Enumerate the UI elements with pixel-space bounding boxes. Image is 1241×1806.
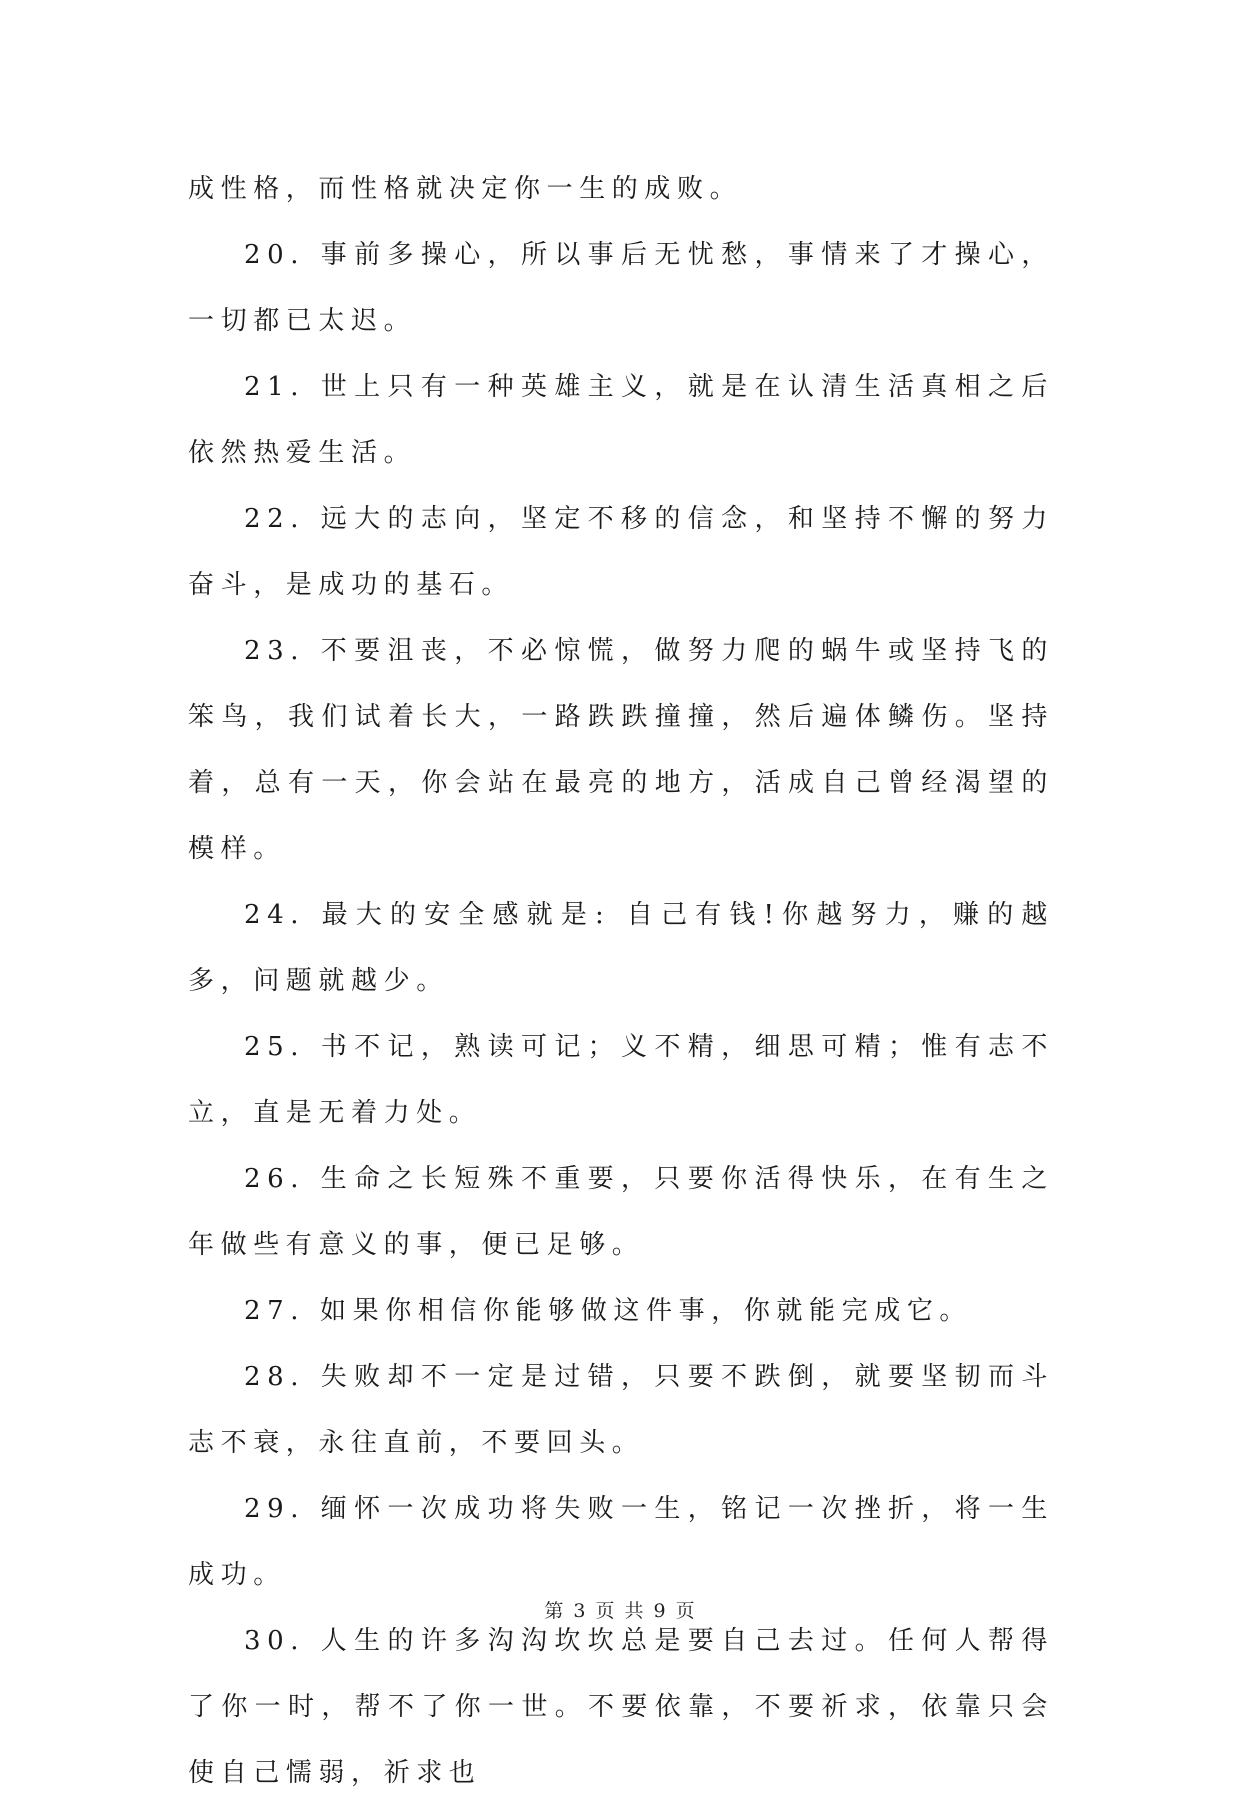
- paragraph: 成性格，而性格就决定你一生的成败。: [188, 174, 743, 204]
- paragraph: 26. 生命之长短殊不重要，只要你活得快乐，在有生之年做些有意义的事，便已足够。: [188, 1164, 1054, 1260]
- paragraph: 24. 最大的安全感就是: 自己有钱!你越努力，赚的越多，问题就越少。: [188, 900, 1054, 996]
- paragraph: 23. 不要沮丧，不必惊慌，做努力爬的蜗牛或坚持飞的笨鸟，我们试着长大，一路跌跌撞撞，然后遍体鳞伤。坚持着，总有一天，你会站在最亮的地方，活成自己曾经渴望的模样。: [188, 636, 1054, 864]
- paragraph: 27. 如果你相信你能够做这件事，你就能完成它。: [244, 1296, 973, 1326]
- paragraph: 21. 世上只有一种英雄主义，就是在认清生活真相之后依然热爱生活。: [188, 372, 1054, 468]
- paragraph: 30. 人生的许多沟沟坎坎总是要自己去过。任何人帮得了你一时，帮不了你一世。不要依靠，不要祈求，依靠只会使自己懦弱，祈求也: [188, 1626, 1054, 1788]
- document-body: [188, 156, 1054, 1806]
- paragraph: 22. 远大的志向，坚定不移的信念，和坚持不懈的努力奋斗，是成功的基石。: [188, 504, 1054, 600]
- paragraph: 25. 书不记，熟读可记；义不精，细思可精；惟有志不立，直是无着力处。: [188, 1032, 1054, 1128]
- paragraph: 28. 失败却不一定是过错，只要不跌倒，就要坚韧而斗志不衰，永往直前，不要回头。: [188, 1362, 1054, 1458]
- paragraph: 20. 事前多操心，所以事后无忧愁，事情来了才操心，一切都已太迟。: [188, 240, 1054, 336]
- paragraph: 29. 缅怀一次成功将失败一生，铭记一次挫折，将一生成功。: [188, 1494, 1054, 1590]
- page-footer: 第 3 页 共 9 页: [544, 1600, 697, 1622]
